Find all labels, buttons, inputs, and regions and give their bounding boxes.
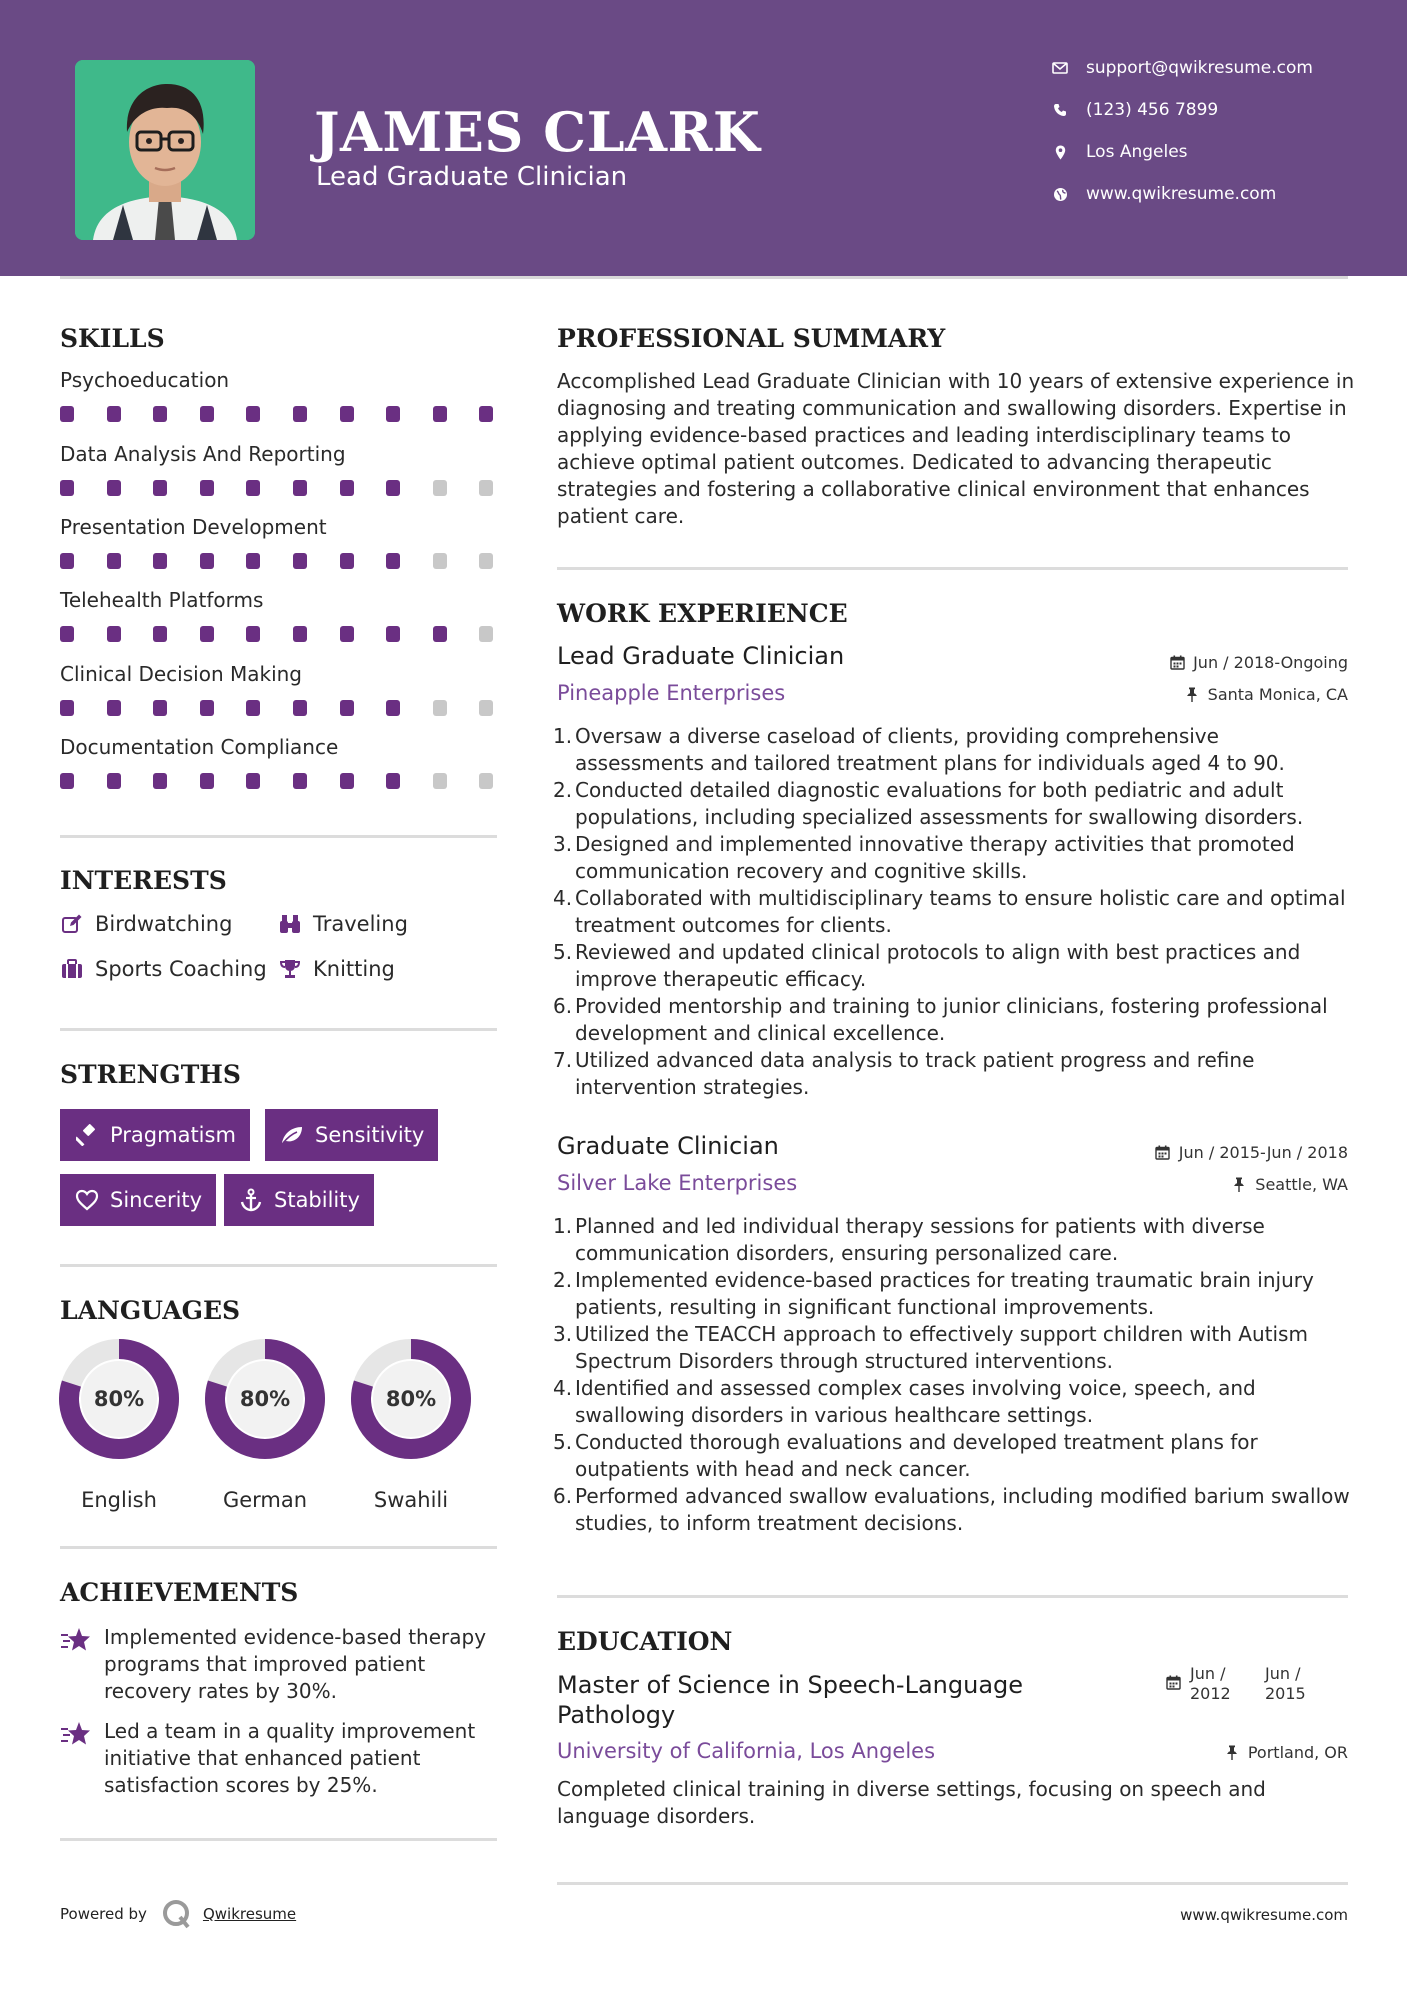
skill-rating bbox=[60, 700, 497, 716]
skill-dot-filled bbox=[153, 626, 167, 642]
contact-email[interactable] bbox=[1050, 58, 1313, 78]
skill-dot-filled bbox=[386, 480, 400, 496]
star-icon bbox=[60, 1720, 92, 1748]
section-divider bbox=[60, 835, 497, 838]
section-divider bbox=[60, 1028, 497, 1031]
section-divider bbox=[557, 1595, 1348, 1598]
skill-dot-filled bbox=[386, 773, 400, 789]
footer-url[interactable]: www.qwikresume.com bbox=[1180, 1906, 1348, 1924]
skill-dot-filled bbox=[340, 626, 354, 642]
interest-label: Birdwatching bbox=[95, 912, 233, 936]
bullet-text: Collaborated with multidisciplinary teams to ensure holistic care and optimal treatment outcomes for clients. bbox=[575, 886, 1346, 937]
skill-dot-filled bbox=[386, 406, 400, 422]
bullet-number: 6. bbox=[553, 1484, 573, 1508]
skill-dot-filled bbox=[293, 480, 307, 496]
brand-link[interactable]: Qwikresume bbox=[202, 1905, 297, 1923]
pushpin-icon bbox=[1231, 1177, 1247, 1193]
bullet-text: Conducted thorough evaluations and developed treatment plans for outpatients with head and neck cancer. bbox=[575, 1430, 1258, 1481]
bullet-number: 1. bbox=[553, 724, 573, 748]
bullet-number: 3. bbox=[553, 832, 573, 856]
education-date-end-year: 2015 bbox=[1265, 1684, 1306, 1703]
skill-dot-empty bbox=[479, 773, 493, 789]
skill-dot-empty bbox=[479, 553, 493, 569]
pencil-square-icon bbox=[60, 912, 84, 936]
skill-dot-filled bbox=[200, 700, 214, 716]
skill-dot-filled bbox=[60, 773, 74, 789]
strength-label: Stability bbox=[274, 1188, 360, 1212]
job-date bbox=[1155, 1143, 1348, 1162]
skill-dot-filled bbox=[293, 700, 307, 716]
language-name: English bbox=[81, 1488, 157, 1512]
bullet-number: 5. bbox=[553, 940, 573, 964]
education-date-start bbox=[1190, 1664, 1231, 1704]
skill-dot-filled bbox=[340, 700, 354, 716]
skill-dot-filled bbox=[200, 406, 214, 422]
skill-dot-filled bbox=[340, 406, 354, 422]
job-bullet bbox=[553, 1321, 1352, 1375]
job-location-text: Seattle, WA bbox=[1255, 1175, 1348, 1194]
contact-location bbox=[1050, 142, 1188, 162]
skill-dot-empty bbox=[433, 480, 447, 496]
degree-title-line2: Pathology bbox=[557, 1701, 676, 1729]
skill-dot-filled bbox=[107, 773, 121, 789]
skill-dot-filled bbox=[246, 480, 260, 496]
skill-rating bbox=[60, 626, 497, 642]
language-item bbox=[350, 1338, 472, 1512]
skill-rating bbox=[60, 773, 497, 789]
skill-dot-filled bbox=[153, 773, 167, 789]
job-location bbox=[1184, 685, 1348, 704]
language-name: Swahili bbox=[373, 1488, 449, 1512]
phone-icon bbox=[1050, 100, 1070, 120]
star-icon bbox=[60, 1626, 92, 1654]
bullet-number: 5. bbox=[553, 1430, 573, 1454]
bullet-number: 6. bbox=[553, 994, 573, 1018]
skill-dot-filled bbox=[479, 406, 493, 422]
contact-email-text: support@qwikresume.com bbox=[1086, 58, 1313, 78]
envelope-icon bbox=[1050, 58, 1070, 78]
skill-dot-filled bbox=[246, 773, 260, 789]
interest-label: Sports Coaching bbox=[95, 957, 267, 981]
interest-item bbox=[278, 912, 408, 936]
bullet-number: 1. bbox=[553, 1214, 573, 1238]
bullet-text: Conducted detailed diagnostic evaluations for both pediatric and adult populations, including specialized assessments for swallowing disorders. bbox=[575, 778, 1304, 829]
interest-label: Knitting bbox=[313, 957, 395, 981]
skill-dot-filled bbox=[107, 553, 121, 569]
suitcase-icon bbox=[60, 957, 84, 981]
binoculars-icon bbox=[278, 912, 302, 936]
skill-dot-empty bbox=[433, 773, 447, 789]
qwikresume-logo-icon bbox=[161, 1898, 193, 1930]
bullet-number: 4. bbox=[553, 886, 573, 910]
skill-dot-filled bbox=[60, 406, 74, 422]
bullet-number: 2. bbox=[553, 1268, 573, 1292]
skill-dot-filled bbox=[246, 700, 260, 716]
job-bullet bbox=[553, 1375, 1352, 1429]
skill-dot-filled bbox=[293, 406, 307, 422]
skill-dot-filled bbox=[293, 553, 307, 569]
achievement-text: Implemented evidence-based therapy programs that improved patient recovery rates by 30%. bbox=[104, 1625, 487, 1703]
languages-title: LANGUAGES bbox=[60, 1296, 241, 1325]
pushpin-icon bbox=[1224, 1745, 1240, 1761]
job-bullet bbox=[553, 777, 1352, 831]
interest-item bbox=[60, 912, 232, 936]
job-bullet bbox=[553, 1213, 1352, 1267]
job-title: Lead Graduate Clinician bbox=[557, 642, 845, 670]
skill-name: Data Analysis And Reporting bbox=[60, 442, 346, 466]
calendar-icon bbox=[1169, 655, 1185, 671]
bullet-text: Oversaw a diverse caseload of clients, providing comprehensive assessments and tailored treatment plans for individuals aged 4 to 90. bbox=[575, 724, 1285, 775]
skill-dot-filled bbox=[153, 553, 167, 569]
skill-name: Presentation Development bbox=[60, 515, 327, 539]
skill-name: Documentation Compliance bbox=[60, 735, 339, 759]
job-location-text: Santa Monica, CA bbox=[1207, 685, 1348, 704]
bullet-text: Planned and led individual therapy sessions for patients with diverse communication disorders, ensuring personalized care. bbox=[575, 1214, 1265, 1265]
skill-dot-filled bbox=[200, 773, 214, 789]
bullet-number: 4. bbox=[553, 1376, 573, 1400]
skill-dot-filled bbox=[200, 626, 214, 642]
skill-dot-filled bbox=[293, 626, 307, 642]
job-date bbox=[1169, 653, 1348, 672]
summary-title: PROFESSIONAL SUMMARY bbox=[557, 324, 946, 353]
bullet-text: Identified and assessed complex cases involving voice, speech, and swallowing disorders in various healthcare settings. bbox=[575, 1376, 1256, 1427]
skills-title: SKILLS bbox=[60, 324, 165, 353]
language-percent: 80% bbox=[239, 1387, 291, 1411]
gavel-icon bbox=[74, 1122, 100, 1148]
education-location bbox=[1224, 1743, 1348, 1762]
section-divider bbox=[60, 1838, 497, 1841]
strength-label: Sincerity bbox=[110, 1188, 203, 1212]
education-date-end bbox=[1265, 1664, 1306, 1704]
section-divider bbox=[557, 1882, 1348, 1885]
contact-phone-text: (123) 456 7899 bbox=[1086, 100, 1219, 120]
job-bullet bbox=[553, 831, 1352, 885]
strength-badge bbox=[265, 1109, 438, 1161]
bullet-text: Provided mentorship and training to junior clinicians, fostering professional development and clinical excellence. bbox=[575, 994, 1328, 1045]
skill-dot-filled bbox=[340, 480, 354, 496]
bullet-text: Implemented evidence-based practices for treating traumatic brain injury patients, resulting in significant functional improvements. bbox=[575, 1268, 1314, 1319]
skill-dot-filled bbox=[246, 553, 260, 569]
header-divider bbox=[60, 276, 1348, 279]
bullet-text: Reviewed and updated clinical protocols to align with best practices and improve therapeutic efficacy. bbox=[575, 940, 1301, 991]
profile-photo bbox=[75, 60, 255, 240]
skill-dot-filled bbox=[246, 406, 260, 422]
powered-by-label: Powered by bbox=[60, 1905, 147, 1923]
education-date-start-month: Jun / bbox=[1190, 1664, 1226, 1683]
section-divider bbox=[60, 1264, 497, 1267]
job-bullet bbox=[553, 1483, 1352, 1537]
strengths-title: STRENGTHS bbox=[60, 1060, 241, 1089]
job-date-text: Jun / 2015-Jun / 2018 bbox=[1178, 1143, 1348, 1162]
skill-dot-empty bbox=[479, 700, 493, 716]
trophy-icon bbox=[278, 957, 302, 981]
pushpin-icon bbox=[1184, 687, 1200, 703]
section-divider bbox=[557, 567, 1348, 570]
anchor-icon bbox=[238, 1187, 264, 1213]
footer-powered-by bbox=[60, 1898, 296, 1930]
education-description: Completed clinical training in diverse settings, focusing on speech and language disorders. bbox=[557, 1777, 1266, 1828]
job-bullets bbox=[553, 1213, 1352, 1537]
skill-dot-filled bbox=[293, 773, 307, 789]
skill-dot-empty bbox=[433, 553, 447, 569]
summary-text: Accomplished Lead Graduate Clinician with 10 years of extensive experience in diagnosing and treating communication and swallowing disorders. Expertise in applying evidence-based practices and leading interdisciplinary teams to achieve optimal patient outcomes. Dedicated to advancing therapeutic strategies and fostering a collaborative clinical environment that enhances patient care. bbox=[557, 369, 1355, 528]
globe-icon bbox=[1050, 184, 1070, 204]
skill-name: Psychoeducation bbox=[60, 368, 230, 392]
skill-rating bbox=[60, 480, 497, 496]
interest-item bbox=[278, 957, 395, 981]
skill-dot-filled bbox=[433, 626, 447, 642]
skill-dot-filled bbox=[386, 626, 400, 642]
degree-title-line1: Master of Science in Speech-Language bbox=[557, 1671, 1024, 1699]
bullet-number: 2. bbox=[553, 778, 573, 802]
bullet-text: Performed advanced swallow evaluations, including modified barium swallow studies, to inform treatment decisions. bbox=[575, 1484, 1350, 1535]
job-date-text: Jun / 2018-Ongoing bbox=[1193, 653, 1348, 672]
strength-badge bbox=[224, 1174, 374, 1226]
skill-dot-filled bbox=[60, 700, 74, 716]
skill-dot-filled bbox=[153, 406, 167, 422]
education-date-start-year: 2012 bbox=[1190, 1684, 1231, 1703]
heart-icon bbox=[74, 1187, 100, 1213]
job-bullet bbox=[553, 1429, 1352, 1483]
contact-website-text: www.qwikresume.com bbox=[1086, 184, 1277, 204]
skill-dot-empty bbox=[433, 700, 447, 716]
language-percent: 80% bbox=[93, 1387, 145, 1411]
skill-dot-filled bbox=[340, 553, 354, 569]
job-title: Graduate Clinician bbox=[557, 1132, 779, 1160]
avatar bbox=[75, 60, 255, 240]
skill-dot-filled bbox=[200, 553, 214, 569]
skill-dot-filled bbox=[200, 480, 214, 496]
skill-dot-filled bbox=[433, 406, 447, 422]
skill-dot-filled bbox=[386, 553, 400, 569]
language-name: German bbox=[222, 1488, 308, 1512]
skill-name: Telehealth Platforms bbox=[60, 588, 264, 612]
skill-dot-filled bbox=[60, 553, 74, 569]
job-company: Pineapple Enterprises bbox=[557, 681, 786, 705]
candidate-name: JAMES CLARK bbox=[314, 100, 761, 164]
education-location-text: Portland, OR bbox=[1247, 1743, 1348, 1762]
job-bullet bbox=[553, 723, 1352, 777]
bullet-number: 3. bbox=[553, 1322, 573, 1346]
language-percent: 80% bbox=[385, 1387, 437, 1411]
job-bullet bbox=[553, 1047, 1352, 1101]
interest-label: Traveling bbox=[313, 912, 408, 936]
skill-dot-filled bbox=[153, 700, 167, 716]
strength-badge bbox=[60, 1109, 250, 1161]
contact-location-text: Los Angeles bbox=[1086, 142, 1188, 162]
skill-dot-empty bbox=[479, 626, 493, 642]
job-bullet bbox=[553, 885, 1352, 939]
bullet-number: 7. bbox=[553, 1048, 573, 1072]
interests-title: INTERESTS bbox=[60, 866, 227, 895]
skill-dot-filled bbox=[60, 626, 74, 642]
job-bullet bbox=[553, 939, 1352, 993]
job-bullet bbox=[553, 993, 1352, 1047]
skill-dot-filled bbox=[153, 480, 167, 496]
bullet-text: Utilized advanced data analysis to track patient progress and refine intervention strategies. bbox=[575, 1048, 1255, 1099]
skill-rating bbox=[60, 406, 497, 422]
contact-phone[interactable] bbox=[1050, 100, 1218, 120]
skill-dot-filled bbox=[340, 773, 354, 789]
job-bullets bbox=[553, 723, 1352, 1101]
skill-dot-empty bbox=[479, 480, 493, 496]
map-pin-icon bbox=[1050, 142, 1070, 162]
skill-dot-filled bbox=[107, 700, 121, 716]
skill-dot-filled bbox=[107, 406, 121, 422]
strength-label: Pragmatism bbox=[110, 1123, 236, 1147]
bullet-text: Designed and implemented innovative therapy activities that promoted communication recovery and cognitive skills. bbox=[575, 832, 1295, 883]
skill-dot-filled bbox=[107, 626, 121, 642]
job-location bbox=[1231, 1175, 1348, 1194]
strength-label: Sensitivity bbox=[315, 1123, 425, 1147]
achievement-text: Led a team in a quality improvement initiative that enhanced patient satisfaction scores by 25%. bbox=[104, 1719, 476, 1797]
candidate-role: Lead Graduate Clinician bbox=[316, 162, 628, 192]
language-item bbox=[58, 1338, 180, 1512]
skill-dot-filled bbox=[60, 480, 74, 496]
skill-rating bbox=[60, 553, 497, 569]
achievements-title: ACHIEVEMENTS bbox=[60, 1578, 299, 1607]
strength-badge bbox=[60, 1174, 216, 1226]
education-date-end-month: Jun / bbox=[1265, 1664, 1301, 1683]
skill-dot-filled bbox=[107, 480, 121, 496]
education-title: EDUCATION bbox=[557, 1627, 733, 1656]
calendar-icon bbox=[1155, 1145, 1171, 1161]
calendar-icon bbox=[1166, 1675, 1182, 1691]
job-bullet bbox=[553, 1267, 1352, 1321]
education-school: University of California, Los Angeles bbox=[557, 1739, 936, 1763]
skill-dot-filled bbox=[386, 700, 400, 716]
language-item bbox=[204, 1338, 326, 1512]
skill-dot-filled bbox=[246, 626, 260, 642]
work-title: WORK EXPERIENCE bbox=[557, 599, 848, 628]
skill-name: Clinical Decision Making bbox=[60, 662, 303, 686]
bullet-text: Utilized the TEACCH approach to effectively support children with Autism Spectrum Disorders through structured interventions. bbox=[575, 1322, 1308, 1373]
contact-website[interactable] bbox=[1050, 184, 1276, 204]
interest-item bbox=[60, 957, 267, 981]
leaf-icon bbox=[279, 1122, 305, 1148]
section-divider bbox=[60, 1546, 497, 1549]
job-company: Silver Lake Enterprises bbox=[557, 1171, 798, 1195]
